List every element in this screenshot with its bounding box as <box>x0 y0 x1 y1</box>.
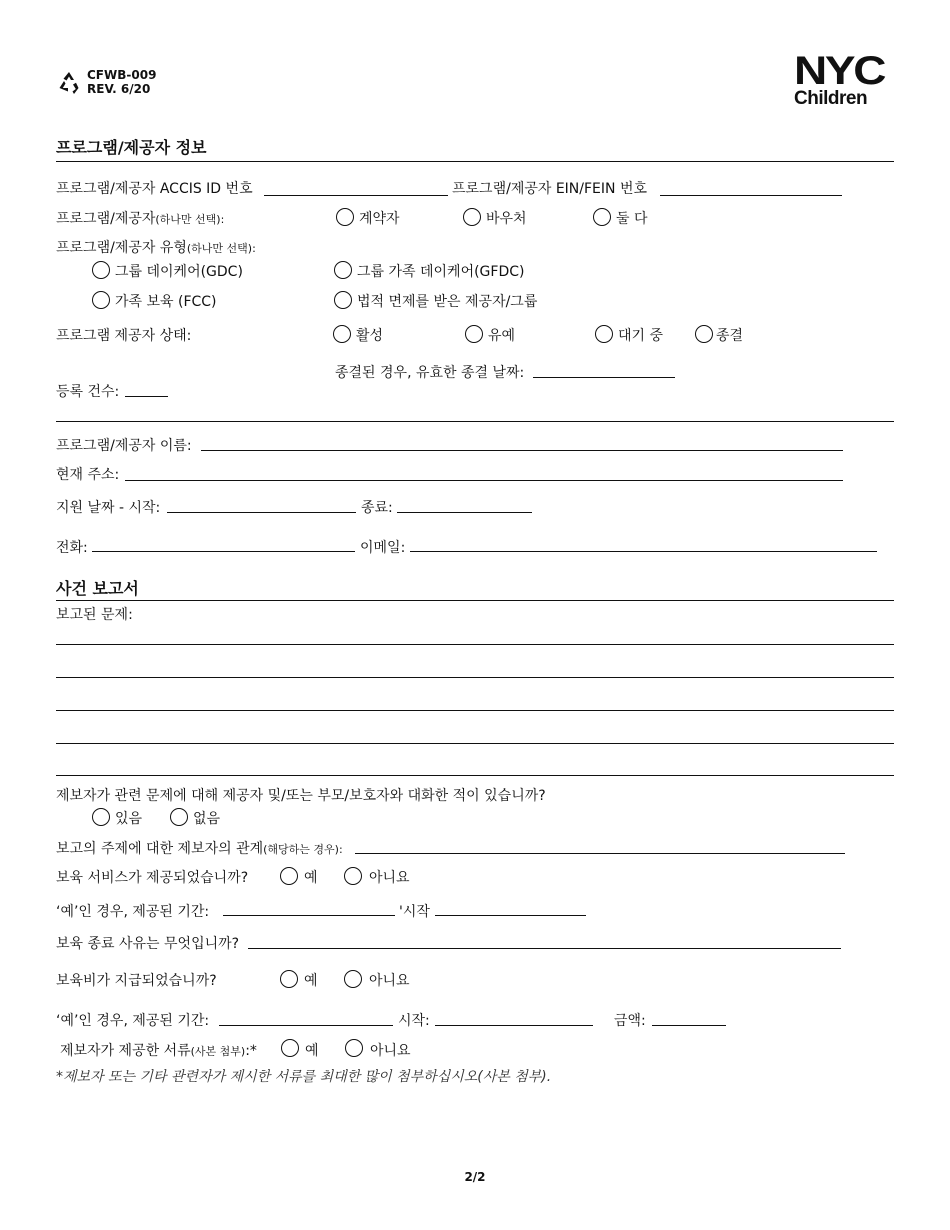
radio-terminated[interactable] <box>695 325 713 343</box>
section-title-provider-info: 프로그램/제공자 정보 <box>56 138 207 157</box>
form-revision: REV. 6/20 <box>87 82 151 96</box>
enrollment-count-label: 등록 건수: <box>56 384 120 400</box>
radio-both-label: 둘 다 <box>616 211 648 227</box>
ein-field[interactable] <box>660 195 842 196</box>
radio-gdc[interactable] <box>92 261 110 279</box>
radio-fcc-label: 가족 보육 (FCC) <box>115 294 217 310</box>
accis-id-field[interactable] <box>264 195 448 196</box>
radio-paid-no[interactable] <box>344 970 362 988</box>
end-reason-label: 보육 종료 사유는 무엇입니까? <box>56 936 240 952</box>
support-end-field[interactable] <box>397 512 532 513</box>
paid-question: 보육비가 지급되었습니까? <box>56 973 217 989</box>
reported-issue-label: 보고된 문제: <box>56 607 133 623</box>
radio-gfdc[interactable] <box>334 261 352 279</box>
care-start-field[interactable] <box>435 915 586 916</box>
phone-label: 전화: <box>56 540 88 556</box>
enrollment-count-field[interactable] <box>125 396 168 397</box>
radio-contact-yes[interactable] <box>92 808 110 826</box>
support-start-field[interactable] <box>167 512 356 513</box>
radio-care-no-label: 아니요 <box>369 870 410 886</box>
current-address-label: 현재 주소: <box>56 467 120 483</box>
footnote: *제보자 또는 기타 관련자가 제시한 서류를 최대한 많이 첨부하십시오(사본 첨부). <box>56 1069 552 1085</box>
termination-date-field[interactable] <box>533 377 675 378</box>
divider <box>56 600 894 601</box>
radio-contractor-label: 계약자 <box>359 211 400 227</box>
radio-suspended[interactable] <box>465 325 483 343</box>
email-label: 이메일: <box>360 540 406 556</box>
radio-docs-yes[interactable] <box>281 1039 299 1057</box>
provider-name-label: 프로그램/제공자 이름: <box>56 438 192 454</box>
ein-label: 프로그램/제공자 EIN/FEIN 번호 <box>452 181 647 197</box>
care-start-label: '시작 <box>399 904 430 920</box>
radio-legally-exempt[interactable] <box>334 291 352 309</box>
radio-care-yes[interactable] <box>280 867 298 885</box>
accis-id-label: 프로그램/제공자 ACCIS ID 번호 <box>56 181 253 197</box>
divider <box>56 421 894 422</box>
radio-contact-no-label: 없음 <box>193 811 221 827</box>
radio-active[interactable] <box>333 325 351 343</box>
radio-voucher[interactable] <box>463 208 481 226</box>
issue-line-1[interactable] <box>56 644 894 645</box>
radio-docs-no[interactable] <box>345 1039 363 1057</box>
recycle-icon <box>56 70 82 100</box>
amount-field[interactable] <box>652 1025 726 1026</box>
termination-date-label: 종결된 경우, 유효한 종결 날짜: <box>335 365 525 381</box>
support-start-label: 지원 날짜 - 시작: <box>56 500 161 516</box>
paid-start-field[interactable] <box>435 1025 593 1026</box>
radio-suspended-label: 유예 <box>488 328 516 344</box>
radio-pending-label: 대기 중 <box>618 328 664 344</box>
radio-fcc[interactable] <box>92 291 110 309</box>
radio-care-no[interactable] <box>344 867 362 885</box>
care-period-label: ‘예’인 경우, 제공된 기간: <box>56 904 210 920</box>
divider <box>56 161 894 162</box>
phone-field[interactable] <box>92 551 355 552</box>
nyc-children-logo: NYC Children <box>794 49 885 109</box>
radio-voucher-label: 바우처 <box>486 211 527 227</box>
contact-question: 제보자가 관련 문제에 대해 제공자 및/또는 부모/보호자와 대화한 적이 있습니까? <box>56 788 546 804</box>
end-reason-field[interactable] <box>248 948 841 949</box>
paid-period-label: ‘예’인 경우, 제공된 기간: <box>56 1013 210 1029</box>
provider-type-label: 프로그램/제공자 유형(하나만 선택): <box>56 240 256 256</box>
radio-care-yes-label: 예 <box>304 870 318 886</box>
radio-pending[interactable] <box>595 325 613 343</box>
radio-both[interactable] <box>593 208 611 226</box>
issue-line-4[interactable] <box>56 743 894 744</box>
docs-provided-label: 제보자가 제공한 서류(사본 첨부):* <box>60 1043 257 1059</box>
support-end-label: 종료: <box>361 500 393 516</box>
care-provided-question: 보육 서비스가 제공되었습니까? <box>56 870 249 886</box>
radio-active-label: 활성 <box>356 328 384 344</box>
relation-label: 보고의 주제에 대한 제보자의 관계(해당하는 경우): <box>56 841 343 857</box>
provider-kind-label: 프로그램/제공자(하나만 선택): <box>56 211 225 227</box>
email-field[interactable] <box>410 551 877 552</box>
form-code: CFWB-009 <box>87 68 157 82</box>
radio-legally-exempt-label: 법적 면제를 받은 제공자/그룹 <box>357 294 538 310</box>
radio-gdc-label: 그룹 데이케어(GDC) <box>115 264 243 280</box>
radio-docs-no-label: 아니요 <box>370 1043 411 1059</box>
section-title-incident-report: 사건 보고서 <box>56 579 139 598</box>
radio-gfdc-label: 그룹 가족 데이케어(GFDC) <box>357 264 525 280</box>
page-number: 2/2 <box>464 1170 486 1184</box>
amount-label: 금액: <box>614 1013 646 1029</box>
issue-line-3[interactable] <box>56 710 894 711</box>
care-period-field[interactable] <box>223 915 395 916</box>
paid-period-field[interactable] <box>219 1025 393 1026</box>
radio-docs-yes-label: 예 <box>305 1043 319 1059</box>
current-address-field[interactable] <box>125 480 843 481</box>
radio-contact-no[interactable] <box>170 808 188 826</box>
provider-name-field[interactable] <box>201 450 843 451</box>
radio-paid-yes-label: 예 <box>304 973 318 989</box>
radio-contractor[interactable] <box>336 208 354 226</box>
paid-start-label: 시작: <box>398 1013 430 1029</box>
status-label: 프로그램 제공자 상태: <box>56 328 192 344</box>
radio-paid-yes[interactable] <box>280 970 298 988</box>
issue-line-2[interactable] <box>56 677 894 678</box>
radio-paid-no-label: 아니요 <box>369 973 410 989</box>
radio-contact-yes-label: 있음 <box>115 811 143 827</box>
relation-field[interactable] <box>355 853 845 854</box>
radio-terminated-label: 종결 <box>716 328 744 344</box>
issue-line-5[interactable] <box>56 775 894 776</box>
